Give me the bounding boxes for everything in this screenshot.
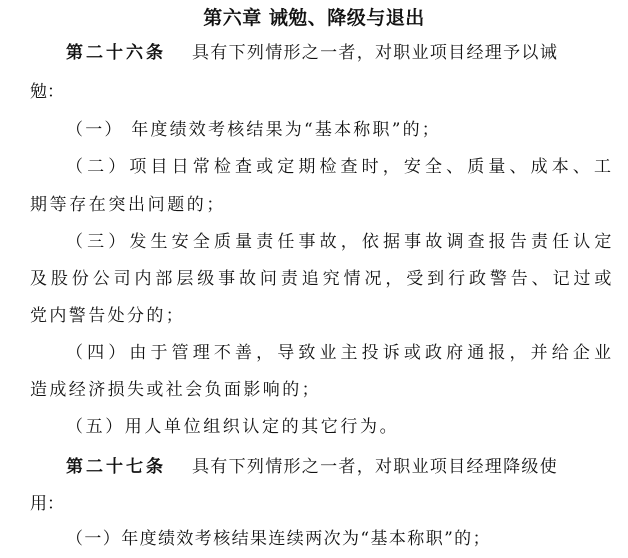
article-26-heading: 第二十六条	[66, 43, 166, 63]
article-26-item-2-line-2: 期等存在突出问题的；	[30, 195, 226, 215]
article-27-text: 具有下列情形之一者，对职业项目经理降级使	[192, 457, 558, 477]
article-26-item-4-line-1: （四）由于管理不善，导致业主投诉或政府通报，并给企业	[66, 343, 612, 363]
article-26-text: 具有下列情形之一者，对职业项目经理予以诫	[192, 43, 558, 63]
article-27-item-1: （一）年度绩效考核结果连续两次为“基本称职”的；	[66, 529, 491, 549]
article-26-item-5: （五）用人单位组织认定的其它行为。	[66, 417, 400, 437]
chapter-title: 第六章 诫勉、降级与退出	[203, 7, 425, 29]
article-26-item-4-line-2: 造成经济损失或社会负面影响的；	[30, 380, 321, 400]
article-26-item-2-line-1: （二）项目日常检查或定期检查时，安全、质量、成本、工	[66, 157, 612, 177]
article-26-item-1: （一） 年度绩效考核结果为“基本称职”的；	[66, 120, 441, 140]
article-27-first-line	[66, 456, 558, 478]
article-26-item-3-line-3: 党内警告处分的；	[30, 306, 186, 326]
article-27-heading: 第二十七条	[66, 457, 166, 477]
article-26-line-2: 勉：	[30, 82, 64, 102]
article-27-line-2: 用：	[30, 494, 64, 514]
article-26-first-line	[66, 42, 558, 64]
article-26-item-3-line-2: 及股份公司内部层级事故问责追究情况，受到行政警告、记过或	[30, 269, 612, 289]
article-26-item-3-line-1: （三）发生安全质量责任事故，依据事故调查报告责任认定	[66, 232, 612, 252]
